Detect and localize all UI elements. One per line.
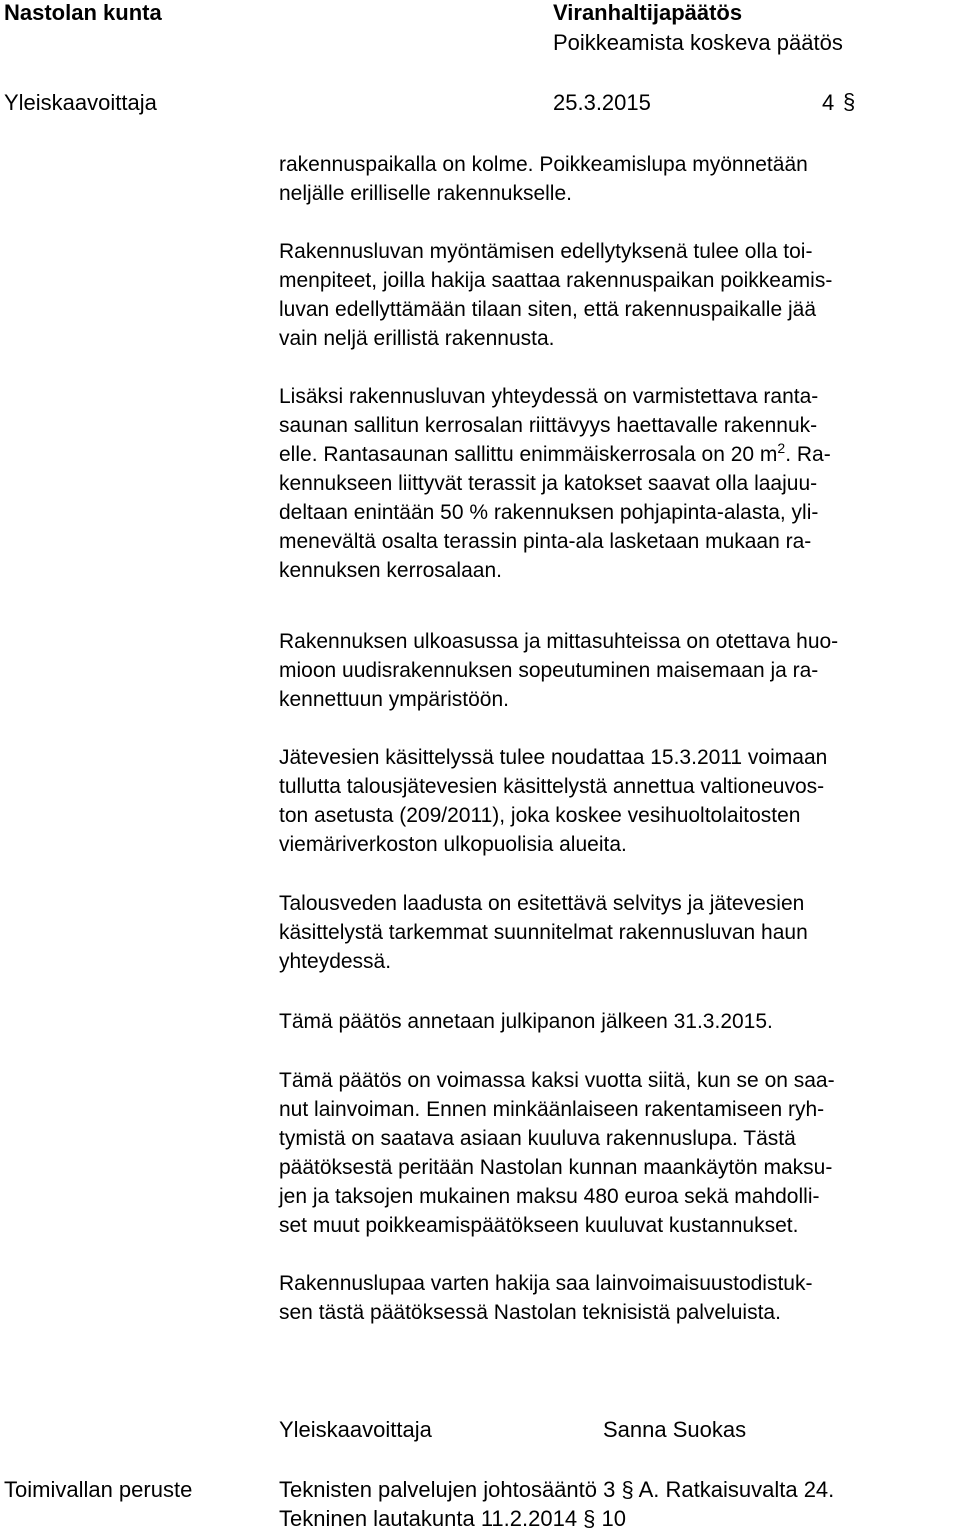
paragraph-publication	[279, 1007, 939, 1036]
text-line: menevältä osalta terassin pinta-ala lasketaan mukaan ra-	[279, 530, 812, 553]
authority-basis-line-1	[279, 1477, 834, 1503]
text-line: kennukseen liittyvät terassit ja katokset saavat olla laajuu-	[279, 472, 818, 495]
paragraph-validity	[279, 1066, 939, 1240]
authority-basis-line-2	[279, 1506, 626, 1532]
text-line: Rakennuksen ulkoasussa ja mittasuhteissa on otettava huo-	[279, 630, 839, 653]
text-line: mioon uudisrakennuksen sopeutuminen maisemaan ja ra-	[279, 659, 819, 682]
header-role: Yleiskaavoittaja	[4, 90, 157, 115]
text-line: menpiteet, joilla hakija saattaa rakennuspaikan poikkeamis-	[279, 269, 833, 292]
superscript: 2	[777, 440, 786, 456]
text-line: Talousveden laadusta on esitettävä selvitys ja jätevesien	[279, 892, 805, 915]
text-line: Jätevesien käsittelyssä tulee noudattaa 15.3.2011 voimaan	[279, 746, 828, 769]
text-line: käsittelystä tarkemmat suunnitelmat rakennusluvan haun	[279, 921, 808, 944]
text-fragment: Teknisten palvelujen johtosääntö 3	[279, 1477, 622, 1502]
text-fragment: elle. Rantasaunan sallittu enimmäiskerrosala on 20 m	[279, 443, 778, 466]
section-sign: §	[583, 1506, 596, 1531]
section-sign: §	[843, 89, 856, 114]
text-fragment: A. Ratkaisuvalta 24.	[633, 1477, 835, 1502]
text-fragment: Tekninen lautakunta 11.2.2014	[279, 1506, 584, 1531]
text-line: nut lainvoiman. Ennen minkäänlaiseen rakentamiseen ryh-	[279, 1098, 825, 1121]
text-line-with-superscript	[279, 440, 939, 469]
text-line: saunan sallitun kerrosalan riittävyys haettavalle rakennuk-	[279, 414, 818, 437]
text-line: deltaan enintään 50 % rakennuksen pohjapinta-alasta, yli-	[279, 501, 819, 524]
paragraph-sauna-floor-area	[279, 382, 939, 469]
document-type: Viranhaltijapäätös	[553, 0, 743, 25]
text-line: päätöksestä peritään Nastolan kunnan maankäytön maksu-	[279, 1156, 833, 1179]
text-line: tullutta talousjätevesien käsittelystä annettua valtioneuvos-	[279, 775, 825, 798]
header-date: 25.3.2015	[553, 90, 651, 115]
paragraph-certificate	[279, 1269, 939, 1327]
document-subtitle: Poikkeamista koskeva päätös	[553, 30, 843, 55]
text-line: kennuksen kerrosalaan.	[279, 559, 502, 582]
text-line: kennettuun ympäristöön.	[279, 688, 509, 711]
text-line: neljälle erilliselle rakennukselle.	[279, 182, 572, 205]
text-line: jen ja taksojen mukainen maksu 480 euroa sekä mahdolli-	[279, 1185, 820, 1208]
text-line: luvan edellyttämään tilaan siten, että rakennuspaikalle jää	[279, 298, 817, 321]
paragraph-permit-condition	[279, 237, 939, 353]
text-line: Tämä päätös on voimassa kaksi vuotta siitä, kun se on saa-	[279, 1069, 835, 1092]
paragraph-building-count	[279, 150, 939, 208]
text-line: Rakennusluvan myöntämisen edellytyksenä tulee olla toi-	[279, 240, 813, 263]
organization-name: Nastolan kunta	[4, 0, 162, 25]
text-line: ton asetusta (209/2011), joka koskee vesihuoltolaitosten	[279, 804, 801, 827]
text-line: yhteydessä.	[279, 950, 392, 973]
page-number: 4	[822, 90, 835, 115]
text-fragment: 10	[595, 1506, 627, 1531]
paragraph-terraces	[279, 469, 939, 585]
section-sign: §	[621, 1477, 634, 1502]
signature-name: Sanna Suokas	[603, 1417, 747, 1442]
text-line: sen tästä päätöksessä Nastolan teknisistä palveluista.	[279, 1301, 781, 1324]
text-line: Tämä päätös annetaan julkipanon jälkeen 31.3.2015.	[279, 1010, 773, 1033]
authority-basis-label: Toimivallan peruste	[4, 1477, 193, 1502]
text-line: vain neljä erillistä rakennusta.	[279, 327, 555, 350]
text-line: rakennuspaikalla on kolme. Poikkeamislupa myönnetään	[279, 153, 808, 176]
text-line: set muut poikkeamispäätökseen kuuluvat kustannukset.	[279, 1214, 799, 1237]
paragraph-wastewater	[279, 743, 939, 859]
paragraph-appearance	[279, 627, 939, 714]
text-line: Lisäksi rakennusluvan yhteydessä on varmistettava ranta-	[279, 385, 819, 408]
text-fragment: . Ra-	[785, 443, 831, 466]
text-line: tymistä on saatava asiaan kuuluva rakennuslupa. Tästä	[279, 1127, 796, 1150]
text-line: viemäriverkoston ulkopuolisia alueita.	[279, 833, 627, 856]
signature-role: Yleiskaavoittaja	[279, 1417, 432, 1442]
paragraph-water-quality	[279, 889, 939, 976]
text-line: Rakennuslupaa varten hakija saa lainvoimaisuustodistuk-	[279, 1272, 813, 1295]
